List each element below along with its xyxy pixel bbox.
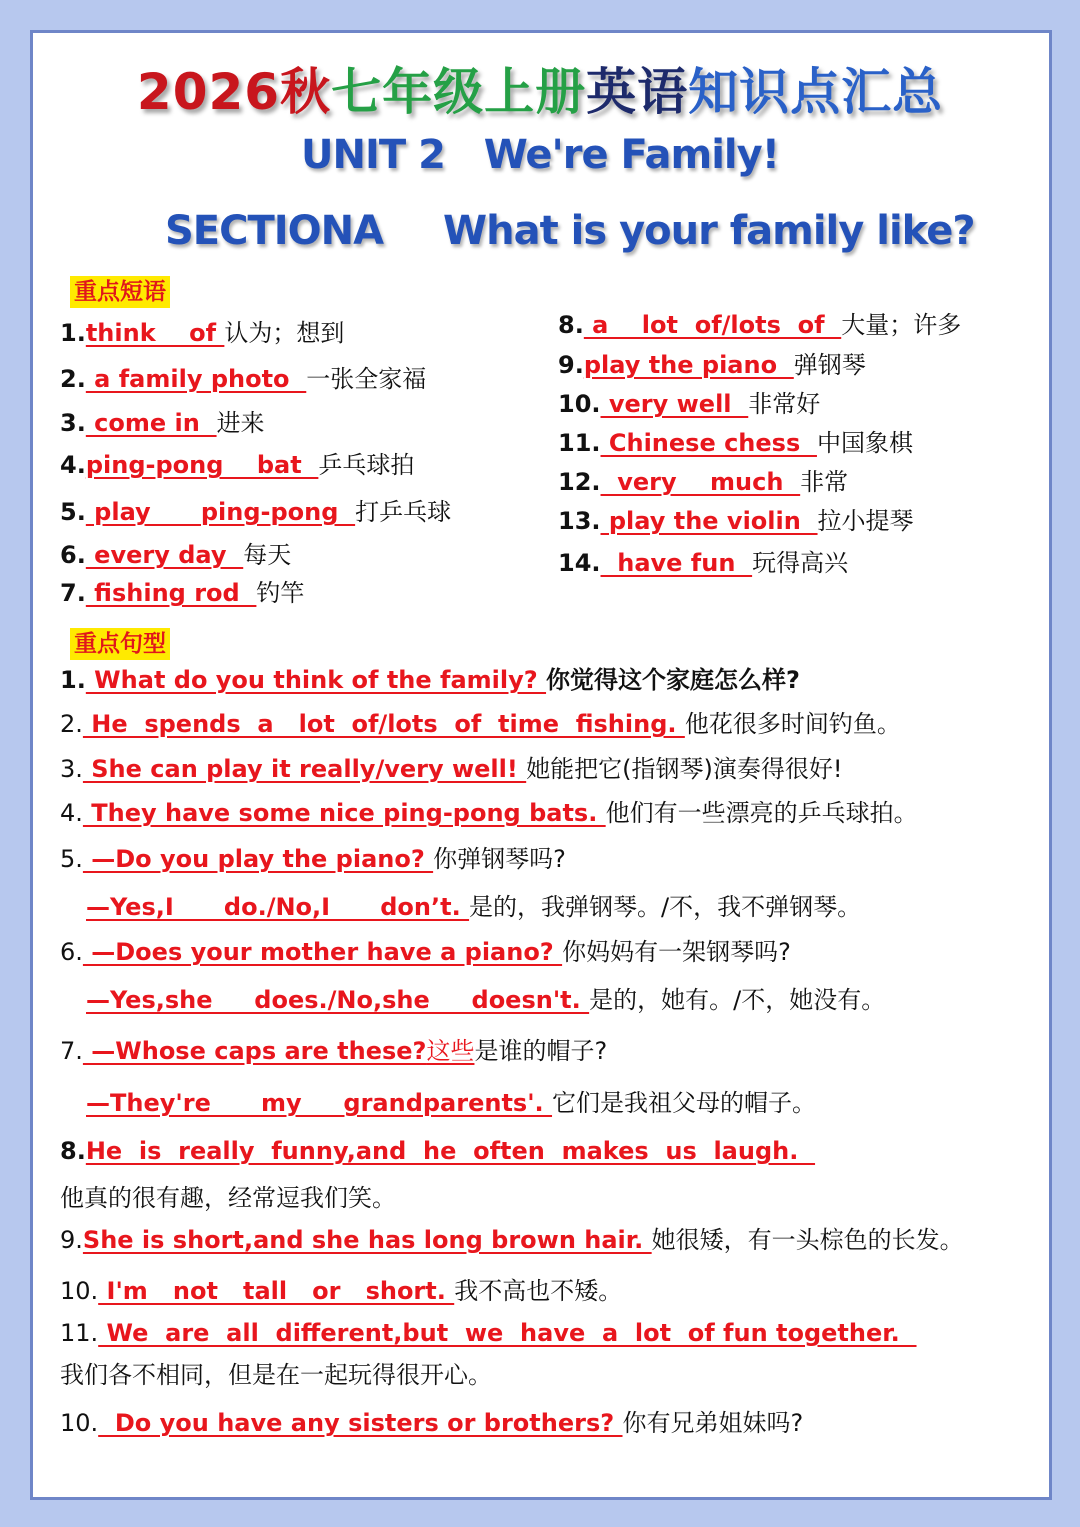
sentence-item: 1. What do you think of the family? 你觉得这个家庭怎么样? <box>60 666 800 694</box>
sentence-answer: —Yes,she does./No,she doesn't. 是的，她有。/不，她没有。 <box>86 986 886 1014</box>
sentence-item: 3. She can play it really/very well! 她能把它(指钢琴)演奏得很好! <box>60 755 843 783</box>
sentence-item: 8.He is really funny,and he often makes us laugh. <box>60 1137 816 1165</box>
phrase-item: 6. every day 每天 <box>60 541 292 569</box>
sentence-item: 6. —Does your mother have a piano? 你妈妈有一架钢琴吗? <box>60 938 791 966</box>
sentences-tag: 重点句型 <box>70 628 170 660</box>
sentence-item: 7. —Whose caps are these?这些是谁的帽子? <box>60 1037 608 1065</box>
sentence-item: 11. We are all different,but we have a lot of fun together. <box>60 1319 917 1347</box>
title-year: 2026秋 <box>136 63 332 121</box>
sentence-item: 10. Do you have any sisters or brothers? 你有兄弟姐妹吗? <box>60 1409 804 1437</box>
phrase-item: 9.play the piano 弹钢琴 <box>558 351 866 379</box>
unit-heading: UNIT 2 We're Family! <box>301 132 779 178</box>
sentence-item: 4. They have some nice ping-pong bats. 他们有一些漂亮的乒乓球拍。 <box>60 799 918 827</box>
phrase-item: 11. Chinese chess 中国象棋 <box>558 429 913 457</box>
sentence-item: 2. He spends a lot of/lots of time fishing. 他花很多时间钓鱼。 <box>60 710 901 738</box>
sentence-translation: 他真的很有趣，经常逗我们笑。 <box>60 1184 396 1212</box>
sentence-answer: —They're my grandparents'. 它们是我祖父母的帽子。 <box>86 1089 817 1117</box>
sentence-answer: —Yes,I do./No,I don’t. 是的，我弹钢琴。/不，我不弹钢琴。 <box>86 893 862 921</box>
phrase-item: 1.think of 认为；想到 <box>60 319 345 347</box>
phrase-item: 3. come in 进来 <box>60 409 265 437</box>
sentence-item: 5. —Do you play the piano? 你弹钢琴吗? <box>60 845 566 873</box>
title-summary: 知识点汇总 <box>688 63 944 121</box>
page-title <box>0 52 1080 124</box>
phrase-item: 13. play the violin 拉小提琴 <box>558 507 914 535</box>
section-question: What is your family like? <box>443 208 975 254</box>
phrases-tag: 重点短语 <box>70 276 170 308</box>
phrase-item: 8. a lot of/lots of 大量；许多 <box>558 311 962 339</box>
phrase-item: 12. very much 非常 <box>558 468 849 496</box>
phrase-item: 10. very well 非常好 <box>558 390 821 418</box>
phrase-item: 7. fishing rod 钓竿 <box>60 579 305 607</box>
title-subject: 英语 <box>586 63 689 121</box>
sentence-item: 9.She is short,and she has long brown hair. 她很矮，有一头棕色的长发。 <box>60 1226 964 1254</box>
sentence-item: 10. I'm not tall or short. 我不高也不矮。 <box>60 1277 623 1305</box>
sentence-translation: 我们各不相同，但是在一起玩得很开心。 <box>60 1361 492 1389</box>
title-grade: 七年级上册 <box>331 63 587 121</box>
phrase-item: 14. have fun 玩得高兴 <box>558 549 849 577</box>
phrase-item: 2. a family photo 一张全家福 <box>60 365 427 393</box>
phrase-item: 4.ping-pong bat 乒乓球拍 <box>60 451 415 479</box>
phrase-item: 5. play ping-pong 打乒乓球 <box>60 498 452 526</box>
section-label: SECTIONA <box>165 208 384 254</box>
